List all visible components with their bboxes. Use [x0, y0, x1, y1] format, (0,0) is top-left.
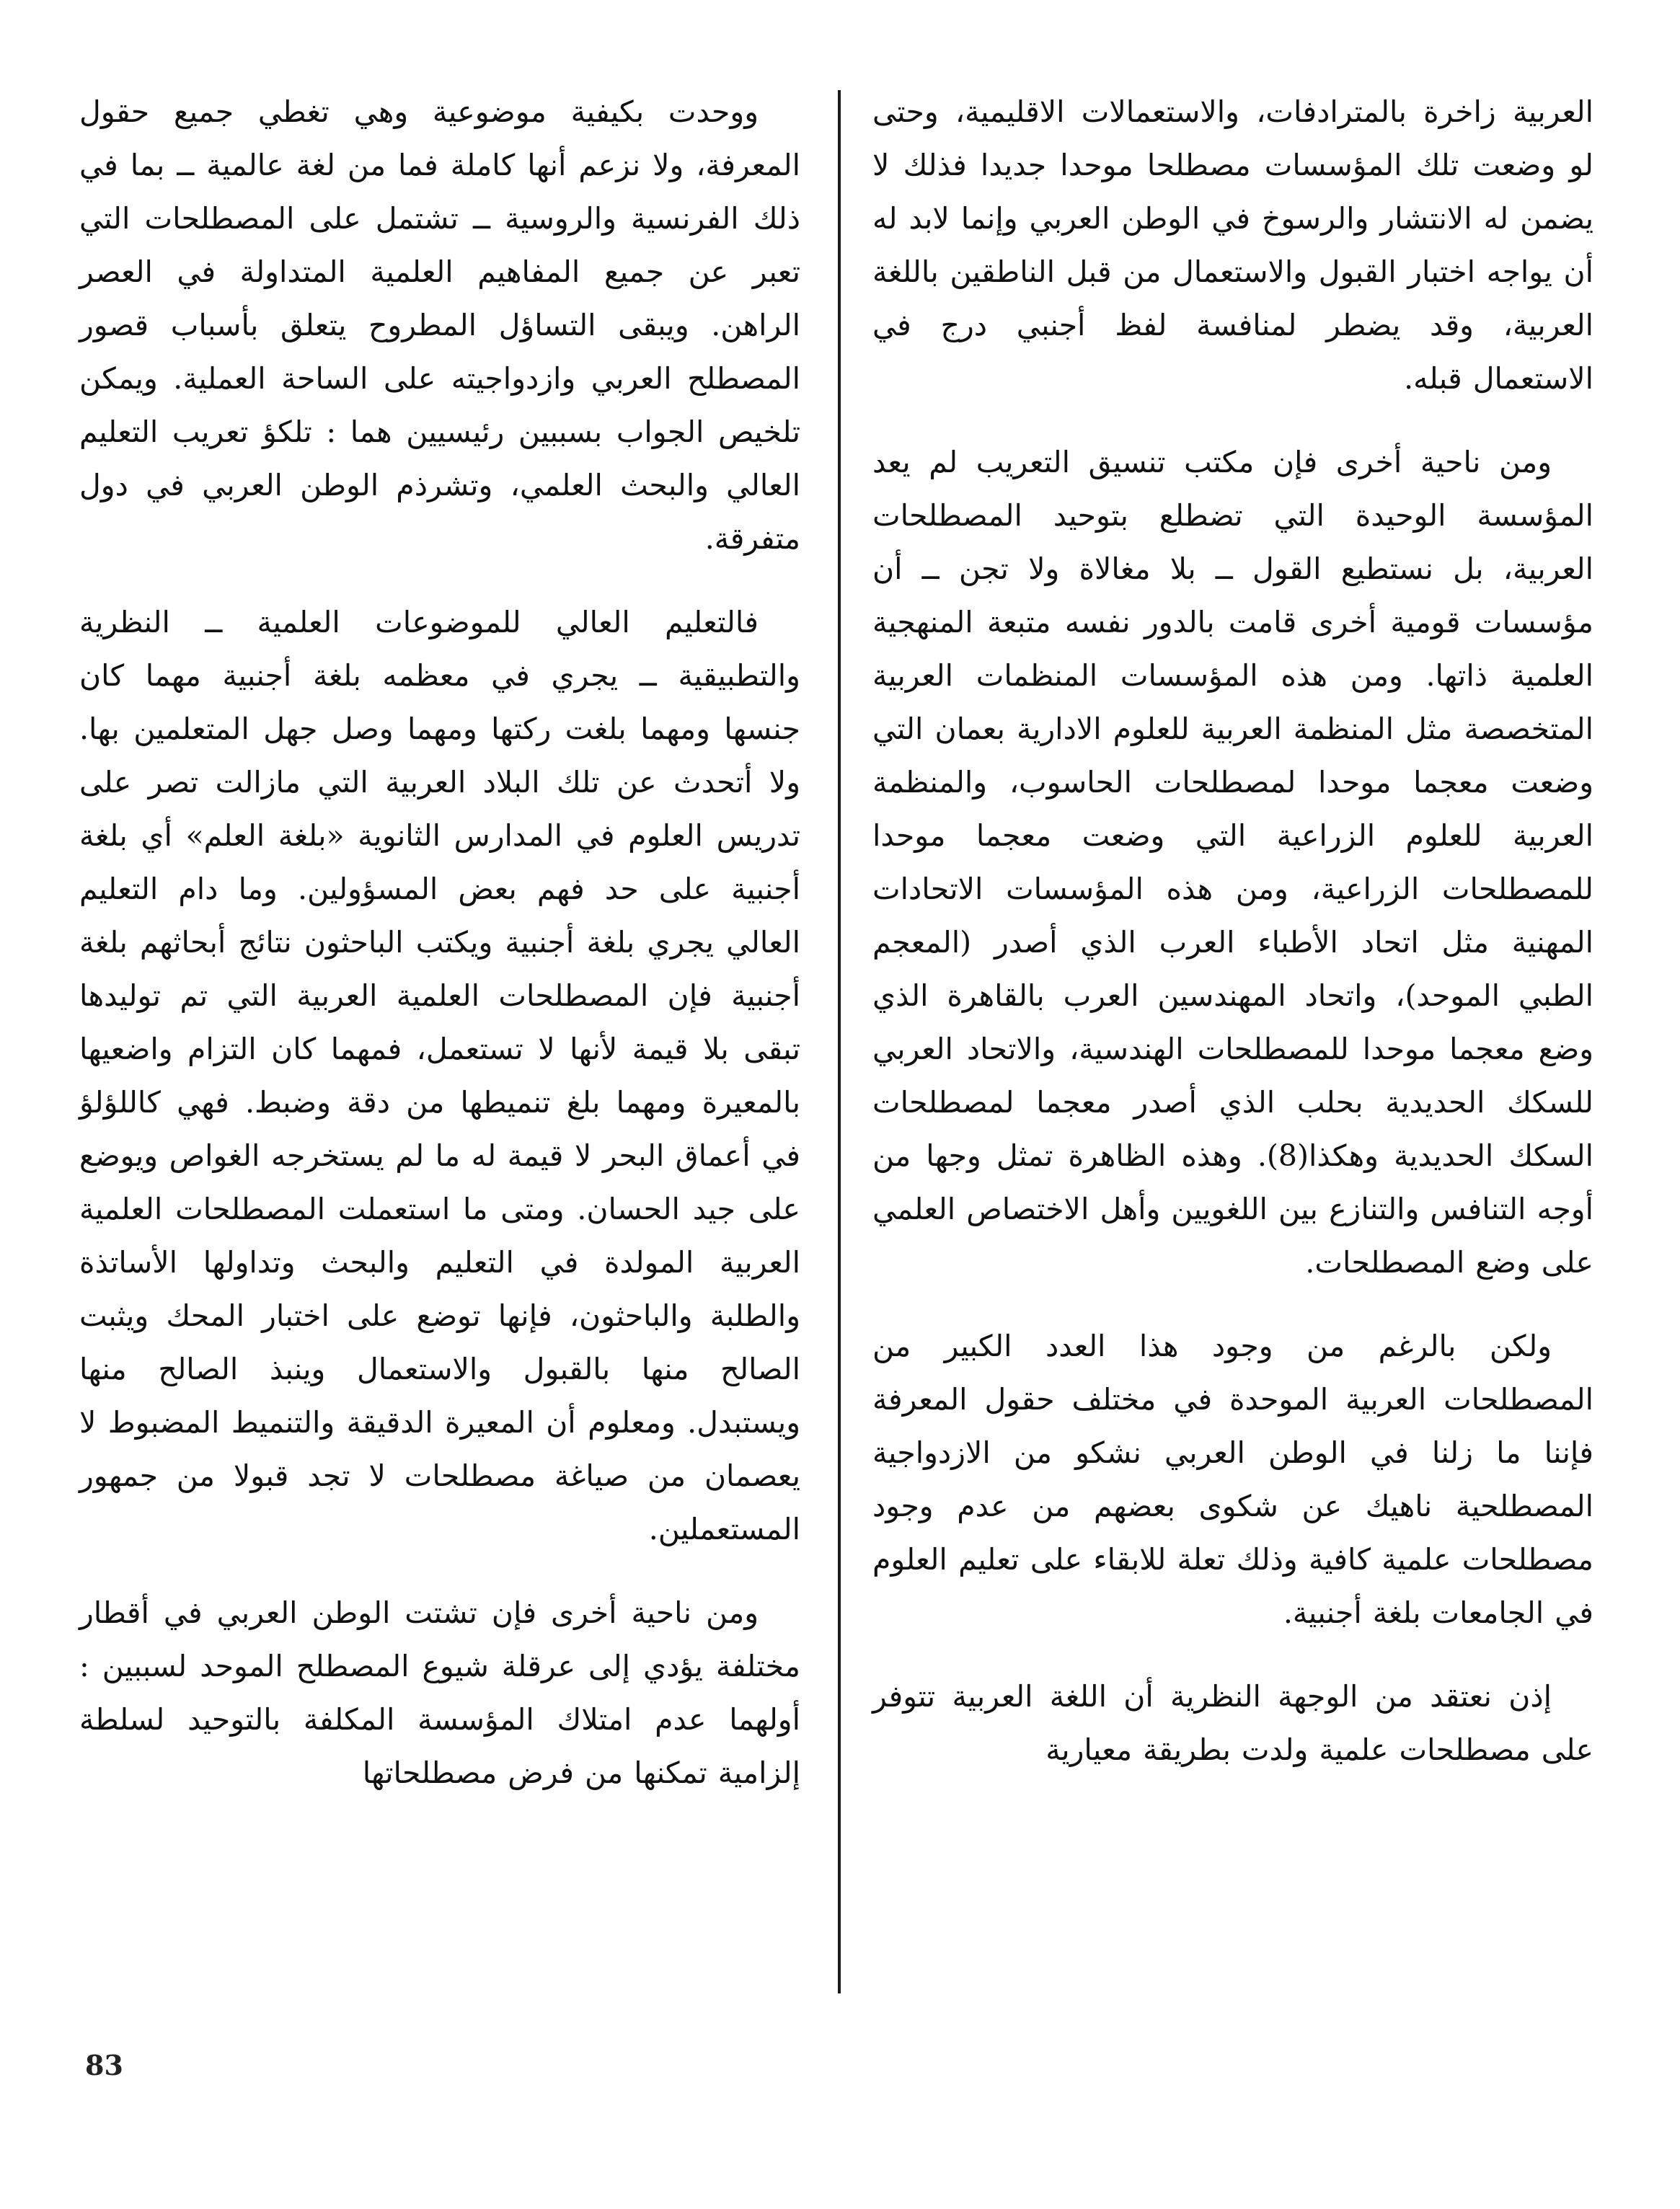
paragraph: ومن ناحية أخرى فإن مكتب تنسيق التعريب لم يعد المؤسسة الوحيدة التي تضطلع بتوحيد المصطلحات العربية، بل نستطيع القول ــ بلا مغالاة ولا تجن ــ أن مؤسسات قومية أخرى قامت بالدور نفسه متبعة المنهجية العلمية ذاتها. ومن هذه المؤسسات المنظمات العربية المتخصصة مثل المنظمة العربية للعلوم الادارية بعمان التي وضعت معجما موحدا لمصطلحات الحاسوب، والمنظمة العربية للعلوم الزراعية التي وضعت معجما موحدا للمصطلحات الزراعية، ومن هذه المؤسسات الاتحادات المهنية مثل اتحاد الأطباء العرب الذي أصدر (المعجم الطبي الموحد)، واتحاد المهندسين العرب بالقاهرة الذي وضع معجما موحدا للمصطلحات الهندسية، والاتحاد العربي للسكك الحديدية بحلب الذي أصدر معجما لمصطلحات السكك الحديدية وهكذا(8). وهذه الظاهرة تمثل وجها من أوجه التنافس والتنازع بين اللغويين وأهل الاختصاص العلمي على وضع المصطلحات. — [872, 445, 1594, 1280]
page-number: 83 — [85, 2049, 123, 2081]
paragraph: إذن نعتقد من الوجهة النظرية أن اللغة العربية تتوفر على مصطلحات علمية ولدت بطريقة معيارية — [872, 1679, 1593, 1767]
left-text-column — [79, 85, 800, 1830]
paragraph: ولكن بالرغم من وجود هذا العدد الكبير من المصطلحات العربية الموحدة في مختلف حقول المعرفة فإننا ما زلنا في الوطن العربي نشكو من الازدواجية المصطلحية ناهيك عن شكوى بعضهم من عدم وجود مصطلحات علمية كافية وذلك تعلة للابقاء على تعليم العلوم في الجامعات بلغة أجنبية. — [872, 1329, 1593, 1630]
right-text-column — [872, 85, 1593, 1807]
column-divider — [838, 90, 841, 1993]
paragraph: العربية زاخرة بالمترادفات، والاستعمالات الاقليمية، وحتى لو وضعت تلك المؤسسات مصطلحا موحدا جديدا فذلك لا يضمن له الانتشار والرسوخ في الوطن العربي وإنما لابد له أن يواجه اختبار القبول والاستعمال من قبل الناطقين باللغة العربية، وقد يضطر لمنافسة لفظ أجنبي درج في الاستعمال قبله. — [872, 94, 1593, 396]
paragraph: ومن ناحية أخرى فإن تشتت الوطن العربي في أقطار مختلفة يؤدي إلى عرقلة شيوع المصطلح الموحد لسببين : أولهما عدم امتلاك المؤسسة المكلفة بالتوحيد لسلطة إلزامية تمكنها من فرض مصطلحاتها — [79, 1595, 800, 1790]
paragraph: فالتعليم العالي للموضوعات العلمية ــ النظرية والتطبيقية ــ يجري في معظمه بلغة أجنبية مهما كان جنسها ومهما بلغت ركتها ومهما وصل جهل المتعلمين بها. ولا أتحدث عن تلك البلاد العربية التي مازالت تصر على تدريس العلوم في المدارس الثانوية «بلغة العلم» أي بلغة أجنبية على حد فهم بعض المسؤولين. وما دام التعليم العالي يجري بلغة أجنبية ويكتب الباحثون نتائج أبحاثهم بلغة أجنبية فإن المصطلحات العلمية العربية التي تم توليدها تبقى بلا قيمة لأنها لا تستعمل، فمهما كان التزام واضعيها بالمعيرة ومهما بلغ تنميطها من دقة وضبط. فهي كاللؤلؤ في أعماق البحر لا قيمة له ما لم يستخرجه الغواص ويوضع على جيد الحسان. ومتى ما استعملت المصطلحات العلمية العربية المولدة في التعليم والبحث وتداولها الأساتذة والطلبة والباحثون، فإنها توضع على اختبار المحك ويثبت الصالح منها بالقبول والاستعمال وينبذ الصالح منها ويستبدل. ومعلوم أن المعيرة الدقيقة والتنميط المضبوط لا يعصمان من صياغة مصطلحات لا تجد قبولا من جمهور المستعملين. — [79, 605, 800, 1546]
paragraph: ووحدت بكيفية موضوعية وهي تغطي جميع حقول المعرفة، ولا نزعم أنها كاملة فما من لغة عالمية ــ بما في ذلك الفرنسية والروسية ــ تشتمل على المصطلحات التي تعبر عن جميع المفاهيم العلمية المتداولة في العصر الراهن. ويبقى التساؤل المطروح يتعلق بأسباب قصور المصطلح العربي وازدواجيته على الساحة العملية. ويمكن تلخيص الجواب بسببين رئيسيين هما : تلكؤ تعريب التعليم العالي والبحث العلمي، وتشرذم الوطن العربي في دول متفرقة. — [79, 94, 800, 556]
